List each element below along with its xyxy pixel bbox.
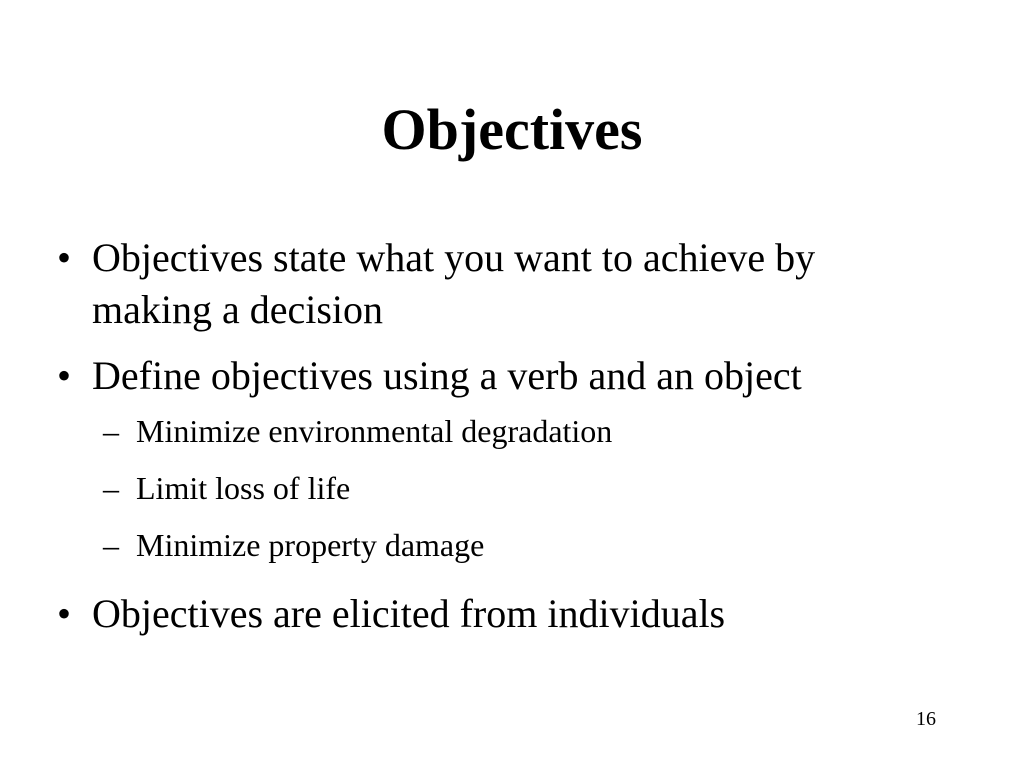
sub-bullet-list [0, 410, 1024, 566]
bullet-text: Objectives are elicited from individuals [92, 591, 726, 636]
bullet-text: Define objectives using a verb and an object [92, 353, 802, 398]
sub-bullet-item [0, 524, 1024, 566]
page-number: 16 [916, 708, 936, 730]
bullet-marker: • [57, 353, 72, 398]
sub-bullet-item [0, 410, 1024, 452]
bullet-text: Objectives state what you want to achieve by making a decision [92, 235, 816, 332]
sub-bullet-group [0, 410, 1024, 566]
sub-bullet-marker: – [103, 527, 119, 563]
sub-bullet-marker: – [103, 413, 119, 449]
slide-title: Objectives [381, 97, 643, 162]
bullet-list [0, 232, 1024, 654]
sub-bullet-text: Limit loss of life [136, 470, 351, 506]
sub-bullet-marker: – [103, 470, 119, 506]
bullet-item [0, 588, 1024, 640]
bullet-marker: • [57, 591, 72, 636]
bullet-item [0, 232, 1024, 336]
bullet-marker: • [57, 235, 72, 280]
bullet-item [0, 350, 1024, 402]
sub-bullet-text: Minimize property damage [136, 527, 485, 563]
sub-bullet-item [0, 467, 1024, 509]
sub-bullet-text: Minimize environmental degradation [136, 413, 613, 449]
